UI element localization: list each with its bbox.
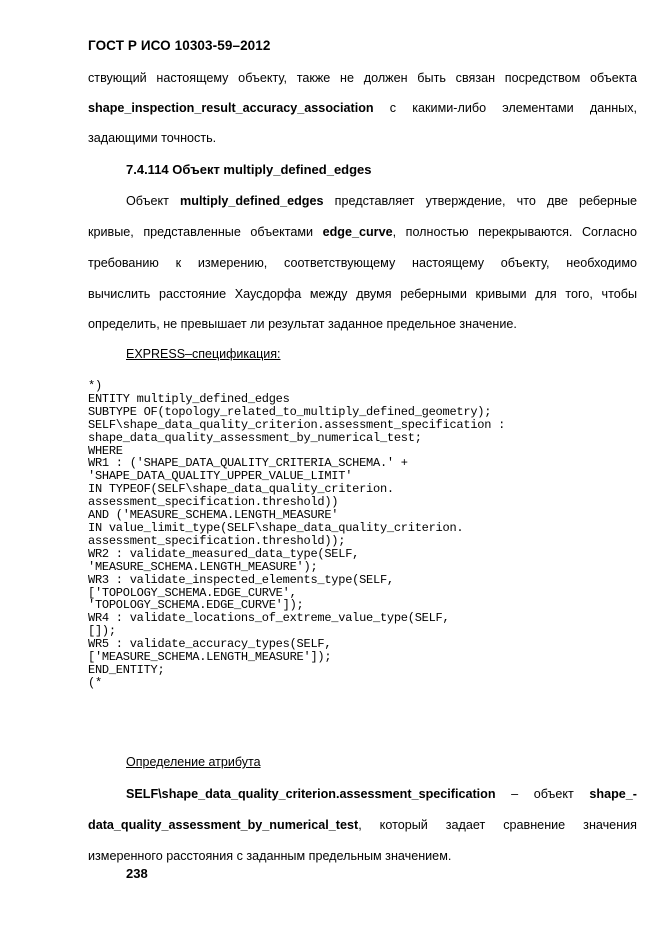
section-line-2 [88, 224, 637, 240]
document-header: ГОСТ Р ИСО 10303-59–2012 [88, 38, 271, 53]
section-line-1 [126, 193, 637, 209]
intro-text-3: задающими точность. [88, 131, 217, 145]
section-text-1a: Объект [126, 194, 181, 208]
section-text-2b: , полностью перекрываются. Согласно [392, 225, 637, 239]
intro-text-1: ствующий настоящему объекту, также не должен быть связан посредством объекта [88, 71, 637, 85]
express-heading: EXPRESS–спецификация: [126, 347, 281, 361]
attr-text-3: измеренного расстояния с заданным предельным значением. [88, 849, 452, 863]
intro-text-2: с какими-либо элементами данных, [373, 101, 637, 115]
entity-name-edge-curve: edge_curve [322, 225, 393, 239]
intro-line-1 [88, 70, 637, 86]
entity-name-accuracy-association: shape_inspection_result_accuracy_association [88, 101, 374, 115]
section-text-3: требованию к измерению, соответствующему настоящему объекту, необходимо [88, 256, 637, 270]
intro-line-2 [88, 100, 637, 116]
attr-text-2: , который задает сравнение значения [358, 818, 637, 832]
attr-line-2 [88, 817, 637, 833]
attr-entity-part-2: data_quality_assessment_by_numerical_test [88, 818, 359, 832]
section-title: 7.4.114 Объект multiply_defined_edges [126, 162, 372, 177]
page-number: 238 [126, 866, 148, 881]
section-text-1b: представляет утверждение, что две реберные [323, 194, 637, 208]
section-text-5: определить, не превышает ли результат заданное предельное значение. [88, 317, 517, 331]
attr-entity-part-1: shape_- [589, 787, 637, 801]
attr-name: SELF\shape_data_quality_criterion.assessment_specification [126, 787, 496, 801]
section-line-3 [88, 255, 637, 271]
section-line-5 [88, 316, 637, 332]
attr-line-3 [88, 848, 637, 864]
attr-text-1: – объект [495, 787, 590, 801]
section-text-2a: кривые, представленные объектами [88, 225, 323, 239]
section-text-4: вычислить расстояние Хаусдорфа между двумя реберными кривыми для того, чтобы [88, 287, 637, 301]
intro-line-3 [88, 130, 637, 146]
express-code-block: *) ENTITY multiply_defined_edges SUBTYPE OF(topology_related_to_multiply_defined_geometry); SELF\shape_data_quality_criterion.assessment_specification : shape_data_quality_assessment_by_numerical_test; WHERE WR1 : ('SHAPE_DATA_QUALITY_CRITERIA_SCHEMA.' + 'SHAPE_DATA_QUALITY_UPPER_VALUE_LIMIT' IN TYPEOF(SELF\shape_data_quality_criterion. assessment_specification.threshold)) AND ('MEASURE_SCHEMA.LENGTH_MEASURE' IN value_limit_type(SELF\shape_data_quality_criterion. assessment_specification.threshold)); WR2 : validate_measured_data_type(SELF, 'MEASURE_SCHEMA.LENGTH_MEASURE'); WR3 : validate_inspected_elements_type(SELF, ['TOPOLOGY_SCHEMA.EDGE_CURVE', 'TOPOLOGY_SCHEMA.EDGE_CURVE']); WR4 : validate_locations_of_extreme_value_type(SELF, []); WR5 : validate_accuracy_types(SELF, ['MEASURE_SCHEMA.LENGTH_MEASURE']); END_ENTITY; (* [88, 379, 506, 690]
attr-line-1 [126, 786, 637, 802]
section-line-4 [88, 286, 637, 302]
entity-name-multiply-defined-edges: multiply_defined_edges [180, 194, 324, 208]
attribute-heading: Определение атрибута [126, 755, 261, 769]
